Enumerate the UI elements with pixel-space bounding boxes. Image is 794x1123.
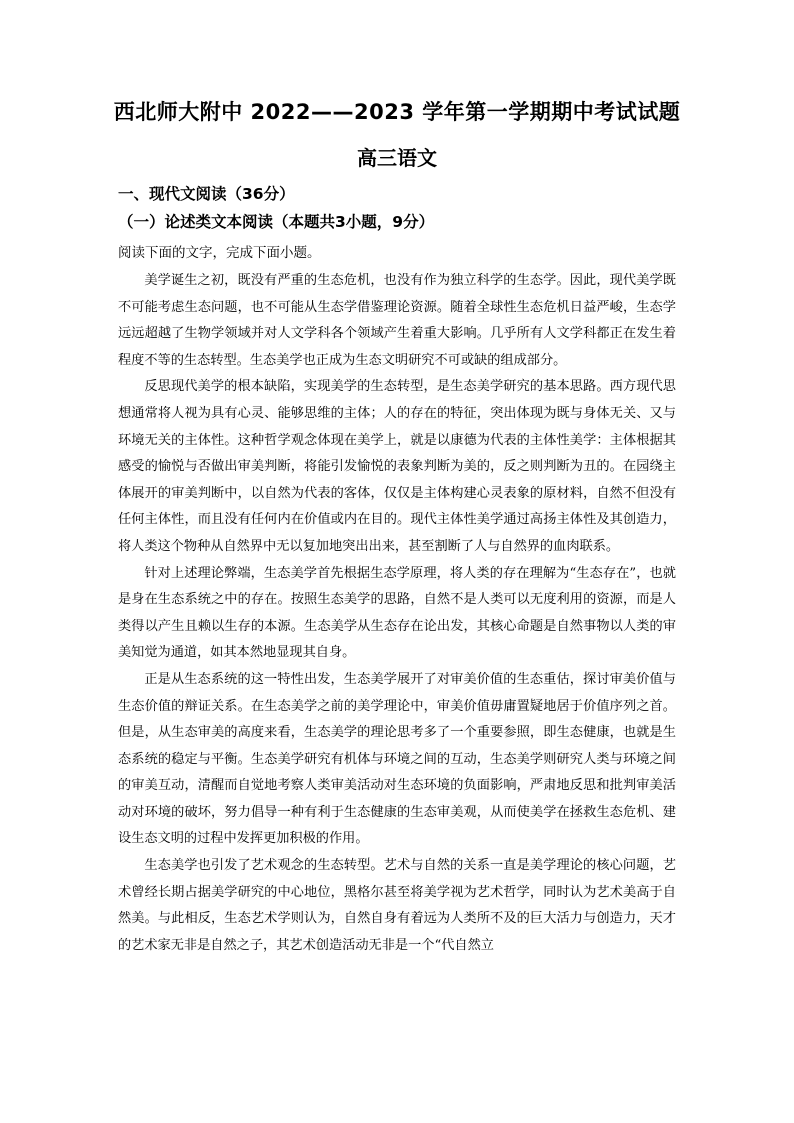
page-title: 西北师大附中 2022——2023 学年第一学期期中考试试题	[113, 100, 681, 124]
passage-paragraph: 正是从生态系统的这一特性出发，生态美学展开了对审美价值的生态重估，探讨审美价值与生态价值的辩证关系。在生态美学之前的美学理论中，审美价值毋庸置疑地居于价值序列之首。但是，从生态审美的高度来看，生态美学的理论思考多了一个重要参照，即生态健康，也就是生态系统的稳定与平衡。生态美学研究有机体与环境之间的互动，生态美学则研究人类与环境之间的审美互动，清醒而自觉地考察人类审美活动对生态环境的负面影响，严肃地反思和批判审美活动对环境的破坏，努力倡导一种有利于生态健康的生态审美观，从而使美学在拯救生态危机、建设生态文明的过程中发挥更加积极的作用。	[118, 671, 676, 847]
reading-passage	[118, 268, 676, 959]
passage-paragraph: 针对上述理论弊端，生态美学首先根据生态学原理，将人类的存在理解为“生态存在”，也就是身在生态系统之中的存在。按照生态美学的思路，自然不是人类可以无度利用的资源，而是人类得以产生且赖以生存的本源。生态美学从生态存在论出发，其核心命题是自然事物以人类的审美知觉为通道，如其本然地显现其自身。	[118, 565, 676, 661]
subsection-heading: （一）论述类文本阅读（本题共3小题，9分）	[118, 213, 435, 231]
page-subtitle: 高三语文	[357, 146, 437, 170]
passage-paragraph: 美学诞生之初，既没有严重的生态危机，也没有作为独立科学的生态学。因此，现代美学既不可能考虑生态问题，也不可能从生态学借鉴理论资源。随着全球性生态危机日益严峻，生态学远远超越了生物学领域并对人文学科各个领域产生着重大影响。几乎所有人文学科都正在发生着程度不等的生态转型。生态美学也正成为生态文明研究不可或缺的组成部分。	[118, 273, 676, 368]
passage-paragraph: 生态美学也引发了艺术观念的生态转型。艺术与自然的关系一直是美学理论的核心问题，艺术曾经长期占据美学研究的中心地位，黑格尔甚至将美学视为艺术哲学，同时认为艺术美高于自然美。与此相反，生态艺术学则认为，自然自身有着远为人类所不及的巨大活力与创造力，天才的艺术家无非是自然之子，其艺术创造活动无非是一个“代自然立	[118, 858, 676, 953]
section-heading: 一、现代文阅读（36分）	[118, 185, 295, 203]
passage-paragraph: 反思现代美学的根本缺陷，实现美学的生态转型，是生态美学研究的基本思路。西方现代思想通常将人视为具有心灵、能够思维的主体；人的存在的特征，突出体现为既与身体无关、又与环境无关的主体性。这种哲学观念体现在美学上，就是以康德为代表的主体性美学：主体根据其感受的愉悦与否做出审美判断，将能引发愉悦的表象判断为美的，反之则判断为丑的。在园绕主体展开的审美判断中，以自然为代表的客体，仅仅是主体构建心灵表象的原材料，自然不但没有任何主体性，而且没有任何内在价值或内在目的。现代主体性美学通过高扬主体性及其创造力，将人类这个物种从自然界中无以复加地突出出来，甚至割断了人与自然界的血肉联系。	[118, 379, 676, 554]
reading-instruction: 阅读下面的文字，完成下面小题。	[118, 245, 321, 261]
